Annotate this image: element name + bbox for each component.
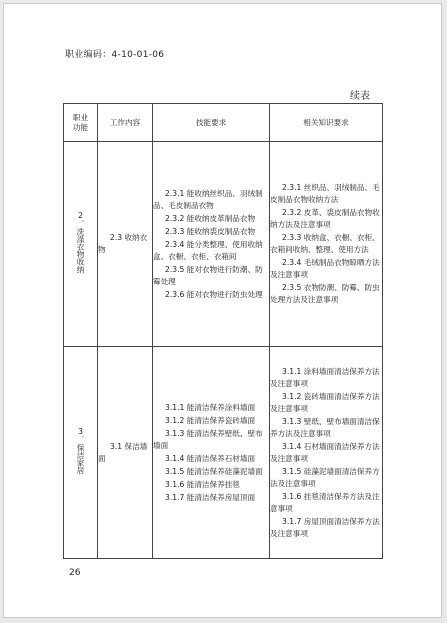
document-page: [3, 3, 442, 618]
knowledge-cell: [270, 142, 383, 347]
function-label: 2．洗涤衣物收纳: [76, 210, 85, 274]
column-header-function: [64, 104, 98, 142]
skills-cell: [153, 347, 270, 559]
skill-item: 3.1.6 能清洁保养挂毯: [165, 479, 240, 489]
skill-item: 2.3.1 能收纳丝织品、羽绒制品、毛皮制品衣物: [153, 188, 263, 210]
knowledge-item: 3.1.7 房屋顶面清洁保养方法及注意事项: [270, 516, 380, 538]
column-header-knowledge: 相关知识要求: [270, 104, 383, 142]
knowledge-item: 3.1.4 石材墙面清洁保养方法及注意事项: [270, 441, 380, 463]
skills-cell: [153, 142, 270, 347]
work-cell: [98, 142, 153, 347]
page-number: 26: [69, 568, 81, 578]
function-label: 3．保洁家居: [76, 427, 85, 474]
knowledge-item: 3.1.2 瓷砖墙面清洁保养方法及注意事项: [270, 391, 380, 413]
knowledge-cell: [270, 347, 383, 559]
column-header-skills: 技能要求: [153, 104, 270, 142]
knowledge-item: 2.3.1 丝织品、羽绒制品、毛皮制品衣物收纳方法: [270, 183, 380, 204]
work-label: 2.3 收纳衣物: [98, 233, 148, 254]
skill-item: 2.3.5 能对衣物进行防潮、防霉处理: [153, 264, 263, 286]
skill-item: 2.3.3 能收纳裘皮制品衣物: [165, 226, 256, 236]
knowledge-item: 3.1.1 涂料墙面清洁保养方法及注意事项: [270, 366, 380, 388]
skill-item: 3.1.5 能清洁保养硅藻泥墙面: [165, 466, 263, 476]
work-cell: [98, 347, 153, 559]
column-header-work: 工作内容: [98, 104, 153, 142]
skill-item: 3.1.4 能清洁保养石材墙面: [165, 453, 256, 463]
knowledge-item: 2.3.4 毛绒制品衣物晾晒方法及注意事项: [270, 258, 380, 279]
knowledge-item: 3.1.6 挂毯清洁保养方法及注意事项: [270, 491, 380, 513]
knowledge-item: 2.3.5 衣物防潮、防霉、防虫处理方法及注意事项: [270, 283, 380, 304]
skill-item: 3.1.7 能清洁保养房屋顶面: [165, 492, 256, 502]
function-cell: [64, 142, 98, 347]
skill-item: 2.3.6 能对衣物进行防虫处理: [165, 289, 263, 299]
skill-item: 3.1.1 能清洁保养涂料墙面: [165, 402, 256, 412]
skill-item: 2.3.2 能收纳皮革制品衣物: [165, 213, 256, 223]
knowledge-item: 3.1.3 壁纸、壁布墙面清洁保养方法及注意事项: [270, 416, 380, 438]
knowledge-item: 2.3.2 皮革、裘皮制品衣物收纳方法及注意事项: [270, 208, 380, 229]
table-header-row: [64, 104, 383, 142]
function-cell: [64, 347, 98, 559]
work-label: 3.1 保洁墙面: [98, 441, 148, 463]
occupation-code: 职业编码：4-10-01-06: [65, 50, 165, 60]
knowledge-item: 3.1.5 硅藻泥墙面清洁保养方法及注意事项: [270, 466, 380, 488]
skills-table: [63, 103, 383, 559]
continued-label: 续表: [350, 91, 370, 102]
column-header-function-text: 职业 功能: [72, 112, 89, 132]
skill-item: 2.3.4 能分类整理、使用收纳盒、衣橱、衣柜、衣箱间: [153, 239, 263, 261]
skill-item: 3.1.3 能清洁保养壁纸、壁布墙面: [153, 428, 263, 450]
knowledge-item: 2.3.3 收纳盒、衣橱、衣柜、衣箱间收纳、整理、使用方法: [270, 233, 380, 254]
table-row: [64, 142, 383, 347]
skill-item: 3.1.2 能清洁保养瓷砖墙面: [165, 415, 256, 425]
table-row: [64, 347, 383, 559]
